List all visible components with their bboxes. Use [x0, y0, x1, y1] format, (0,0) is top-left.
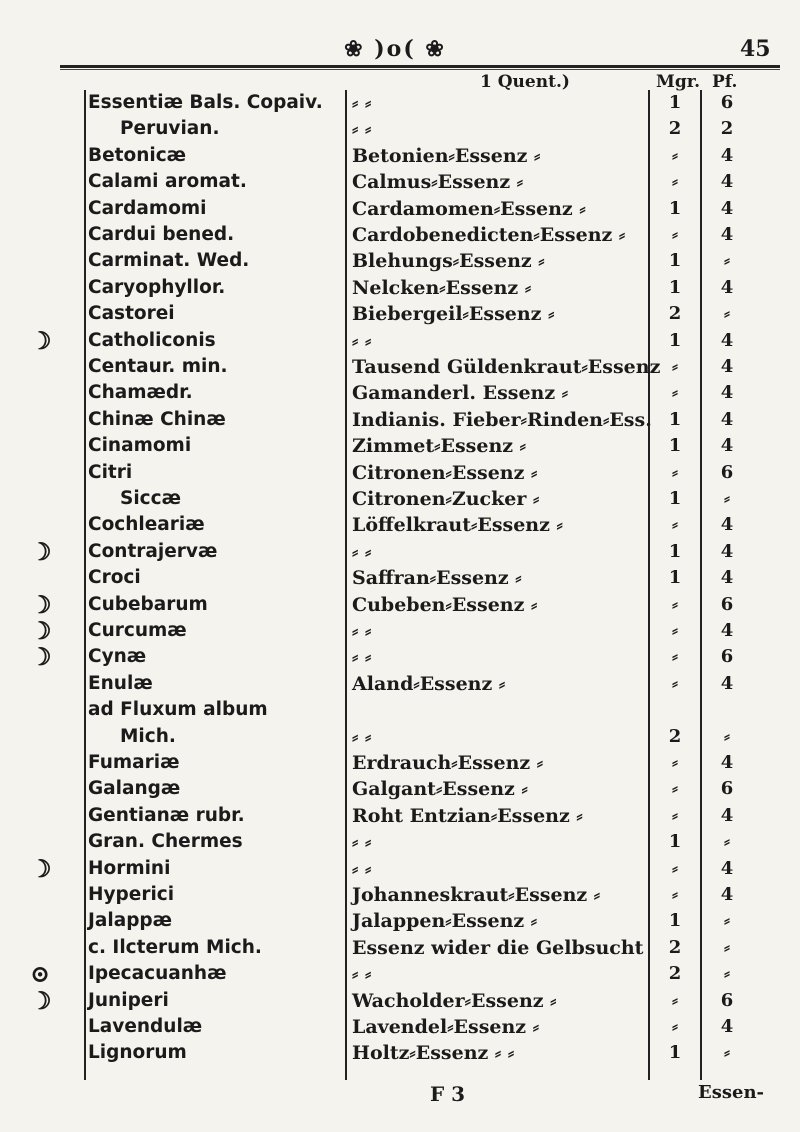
pf-value: 2: [720, 118, 734, 140]
mgr-value: 1: [668, 540, 682, 562]
pf-value: 4: [720, 408, 734, 430]
mgr-pf-divider: [700, 90, 702, 1080]
pf-value: 4: [720, 224, 734, 245]
german-name: ⸗ ⸗: [352, 831, 372, 854]
mgr-value: 2: [668, 118, 682, 140]
pf-value: 4: [720, 356, 734, 377]
latin-name: Calami aromat.: [88, 171, 247, 193]
mgr-value: ⸗: [672, 1016, 678, 1037]
mgr-value: 1: [668, 435, 682, 457]
latin-german-divider: [345, 90, 347, 1080]
german-name: Galgant⸗Essenz ⸗: [352, 778, 528, 801]
latin-name: Contrajervæ: [88, 540, 218, 562]
mgr-value: 1: [668, 329, 682, 351]
pf-value: ⸗: [724, 250, 730, 272]
mgr-value: ⸗: [672, 804, 678, 826]
german-name: Cardobenedicten⸗Essenz ⸗: [352, 224, 626, 246]
german-name: Jalappen⸗Essenz ⸗: [352, 910, 538, 933]
latin-name: Gentianæ rubr.: [88, 804, 245, 826]
mgr-value: ⸗: [672, 171, 678, 193]
margin-mark-icon: ☽: [30, 642, 52, 672]
latin-name: Castorei: [88, 303, 175, 325]
german-name: Zimmet⸗Essenz ⸗: [352, 435, 526, 458]
german-name: Citronen⸗Zucker ⸗: [352, 488, 540, 510]
pf-value: 4: [720, 804, 734, 826]
mgr-value: 2: [668, 963, 682, 985]
pf-value: 4: [720, 382, 734, 404]
german-name: Tausend Güldenkraut⸗Essenz: [352, 356, 661, 378]
pf-value: 6: [720, 778, 734, 800]
latin-name: Chamædr.: [88, 382, 193, 404]
pf-value: 4: [720, 514, 734, 536]
german-name: ⸗ ⸗: [352, 620, 372, 642]
german-name: ⸗ ⸗: [352, 118, 372, 141]
german-name: Nelcken⸗Essenz ⸗: [352, 276, 532, 299]
pf-value: 6: [720, 989, 734, 1011]
mgr-value: 1: [668, 92, 682, 113]
latin-name: Curcumæ: [88, 620, 187, 641]
pf-value: 4: [720, 857, 734, 879]
latin-name: Galangæ: [88, 778, 181, 800]
latin-name: Cinamomi: [88, 435, 192, 457]
mgr-value: ⸗: [672, 646, 678, 668]
mgr-value: ⸗: [672, 514, 678, 536]
mgr-value: 1: [668, 276, 682, 298]
page-number: 45: [740, 36, 771, 62]
pf-value: 6: [720, 461, 734, 483]
margin-mark-icon: ☽: [30, 616, 52, 645]
latin-name: Juniperi: [88, 989, 169, 1011]
mgr-value: 1: [668, 197, 682, 219]
pf-value: 4: [720, 144, 734, 166]
german-name: Biebergeil⸗Essenz ⸗: [352, 303, 555, 326]
latin-name: Siccæ: [120, 488, 181, 509]
german-mgr-divider: [648, 90, 650, 1080]
column-head-mgr: Mgr.: [656, 72, 701, 92]
latin-name: Fumariæ: [88, 752, 180, 773]
german-name: Citronen⸗Essenz ⸗: [352, 461, 538, 484]
latin-name: Cochleariæ: [88, 514, 205, 536]
latin-name: Citri: [88, 461, 133, 483]
mgr-value: 1: [668, 831, 682, 853]
latin-name: Chinæ Chinæ: [88, 408, 226, 430]
latin-name: Cardamomi: [88, 197, 207, 219]
latin-name: Cubebarum: [88, 593, 208, 615]
german-name: ⸗ ⸗: [352, 963, 372, 986]
pf-value: 4: [720, 567, 734, 589]
mgr-value: 1: [668, 1042, 682, 1064]
german-name: Betonien⸗Essenz ⸗: [352, 144, 541, 167]
mgr-value: ⸗: [672, 884, 678, 905]
mgr-value: 2: [668, 303, 682, 325]
catchword: Essen-: [698, 1082, 764, 1103]
mgr-value: ⸗: [672, 144, 678, 166]
german-name: ⸗ ⸗: [352, 540, 372, 563]
mgr-value: 1: [668, 910, 682, 932]
margin-mark-icon: ☽: [30, 536, 52, 566]
german-name: ⸗ ⸗: [352, 857, 372, 880]
german-name: Wacholder⸗Essenz ⸗: [352, 989, 557, 1012]
latin-name: Betonicæ: [88, 144, 187, 166]
german-name: Indianis. Fieber⸗Rinden⸗Ess.: [352, 408, 652, 431]
german-name: Blehungs⸗Essenz ⸗: [352, 250, 545, 273]
column-head-pf: Pf.: [712, 72, 738, 92]
latin-name: ad Fluxum album: [88, 699, 268, 721]
pf-value: 4: [720, 197, 734, 219]
margin-mark-icon: ⊙: [30, 959, 51, 989]
latin-name: Lavendulæ: [88, 1016, 203, 1037]
mgr-value: 1: [668, 488, 682, 509]
pf-value: ⸗: [724, 936, 730, 958]
margin-mark-icon: ☽: [30, 985, 52, 1015]
mgr-value: ⸗: [672, 356, 678, 377]
pf-value: 4: [720, 884, 734, 905]
mgr-value: ⸗: [672, 857, 678, 879]
margin-mark-icon: ☽: [30, 853, 52, 883]
mgr-value: 1: [668, 408, 682, 430]
latin-name: Lignorum: [88, 1042, 187, 1064]
german-name: Cardamomen⸗Essenz ⸗: [352, 197, 586, 220]
pf-value: 6: [720, 646, 734, 668]
german-name: ⸗ ⸗: [352, 725, 372, 748]
latin-name: Cardui bened.: [88, 224, 235, 245]
mgr-value: ⸗: [672, 382, 678, 404]
pf-value: 6: [720, 593, 734, 615]
pf-value: 4: [720, 620, 734, 641]
german-name: Calmus⸗Essenz ⸗: [352, 171, 524, 194]
pf-value: ⸗: [724, 910, 730, 932]
pf-value: ⸗: [724, 831, 730, 853]
mgr-value: ⸗: [672, 461, 678, 483]
pf-value: ⸗: [724, 725, 730, 747]
mgr-value: ⸗: [672, 672, 678, 694]
german-name: Gamanderl. Essenz ⸗: [352, 382, 569, 405]
pf-value: 4: [720, 752, 734, 773]
german-name: Aland⸗Essenz ⸗: [352, 672, 506, 695]
header-ornament: ❀ )o( ❀: [344, 36, 446, 62]
german-name: ⸗ ⸗: [352, 329, 372, 352]
latin-name: Croci: [88, 567, 141, 589]
header-rule: [60, 65, 780, 68]
mgr-value: 1: [668, 567, 682, 589]
german-name: ⸗ ⸗: [352, 92, 372, 114]
german-name: Saffran⸗Essenz ⸗: [352, 567, 522, 590]
german-name: Löffelkraut⸗Essenz ⸗: [352, 514, 563, 537]
margin-mark-icon: ☽: [30, 589, 52, 619]
latin-name: Hormini: [88, 857, 171, 879]
latin-name: Ipecacuanhæ: [88, 963, 227, 985]
pf-value: 4: [720, 435, 734, 457]
mgr-value: ⸗: [672, 752, 678, 773]
german-name: Essenz wider die Gelbsucht: [352, 936, 644, 959]
german-name: Lavendel⸗Essenz ⸗: [352, 1016, 540, 1038]
page-header: [0, 28, 800, 68]
latin-name: Centaur. min.: [88, 356, 228, 377]
latin-name: Carminat. Wed.: [88, 250, 250, 272]
pf-value: 4: [720, 540, 734, 562]
latin-name: Catholiconis: [88, 329, 216, 351]
pf-value: 4: [720, 672, 734, 694]
column-head-quantity: 1 Quent.): [480, 72, 570, 92]
mgr-value: ⸗: [672, 224, 678, 245]
german-name: Johanneskraut⸗Essenz ⸗: [352, 884, 601, 906]
latin-name: Essentiæ Bals. Copaiv.: [88, 92, 323, 113]
pf-value: 4: [720, 276, 734, 298]
mgr-value: ⸗: [672, 593, 678, 615]
mgr-value: ⸗: [672, 989, 678, 1011]
pf-value: 6: [720, 92, 734, 113]
pf-value: ⸗: [724, 1042, 730, 1064]
header-rule-thin: [60, 69, 780, 70]
pf-value: 4: [720, 1016, 734, 1037]
german-name: Roht Entzian⸗Essenz ⸗: [352, 804, 583, 827]
latin-name: Gran. Chermes: [88, 831, 243, 853]
german-name: Holtz⸗Essenz ⸗ ⸗: [352, 1042, 515, 1065]
latin-name: Peruvian.: [120, 118, 220, 140]
latin-name: Cynæ: [88, 646, 147, 668]
mgr-value: 1: [668, 250, 682, 272]
latin-name: Jalappæ: [88, 910, 173, 932]
latin-name: Caryophyllor.: [88, 276, 226, 298]
pf-value: ⸗: [724, 303, 730, 325]
pf-value: 4: [720, 329, 734, 351]
pf-value: 4: [720, 171, 734, 193]
margin-mark-icon: ☽: [30, 325, 52, 355]
latin-name: Hyperici: [88, 884, 175, 905]
german-name: Cubeben⸗Essenz ⸗: [352, 593, 538, 616]
latin-name: c. Ilcterum Mich.: [88, 936, 262, 958]
signature-mark: F 3: [430, 1082, 466, 1106]
pf-value: ⸗: [724, 488, 730, 509]
latin-name: Mich.: [120, 725, 176, 747]
mgr-value: 2: [668, 936, 682, 958]
left-margin-rule: [84, 90, 86, 1080]
mgr-value: ⸗: [672, 778, 678, 800]
german-name: ⸗ ⸗: [352, 646, 372, 669]
mgr-value: ⸗: [672, 620, 678, 641]
german-name: Erdrauch⸗Essenz ⸗: [352, 752, 544, 774]
latin-name: Enulæ: [88, 672, 153, 694]
mgr-value: 2: [668, 725, 682, 747]
pf-value: ⸗: [724, 963, 730, 985]
